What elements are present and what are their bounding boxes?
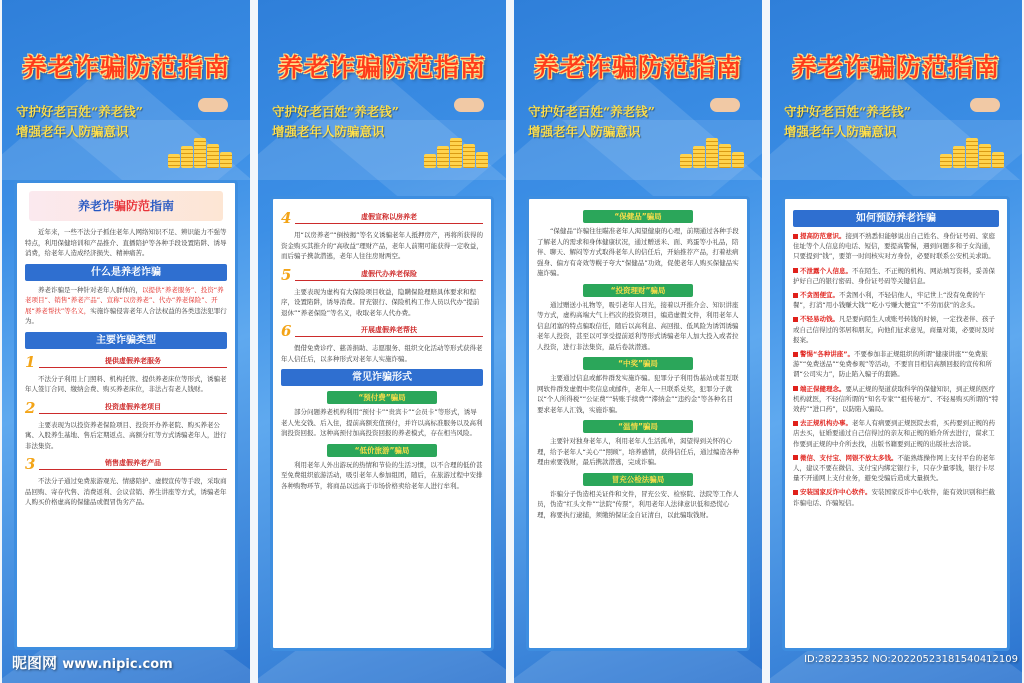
form-heading: “投资理财”骗局 [583, 284, 693, 297]
prevention-tip: 不贪图便宜。不贪图小利，不轻信他人，牢记世上“没有免费的午餐”，打消“用小钱赚大钱”“吃小亏赚大便宜”“不劳而获”的念头。 [793, 291, 986, 310]
poster-title: 养老诈骗防范指南 [791, 53, 1000, 82]
form-paragraph: “保健品”诈骗往往瞄准老年人渴望健康的心理，前期通过各种手段了解老人的需求和身体健康状况，通过赠送米、面、鸡蛋等小礼品，陪伴、聊天、解闷等方式取得老年人的信任后，开始推荐产品，打着祛病强身、偏方有奇效等幌子夸大“保健品”功效，促使老年人购买保健品实施诈骗。 [537, 227, 739, 277]
content-card [14, 180, 238, 650]
intro-paragraph: 近年来，一些不法分子抓住老年人网络知识不足、辨识能力不强等特点，利用保健培训和产品推介、直播陪护等各种手段设置陷阱、诱导消费，给老年人造成经济损失、精神痛苦。 [25, 228, 227, 257]
prevention-tip: 去正规机构办事。老年人有病要到正规医院去看，买药要到正规的药店去买，征婚要通过自己信得过的亲友和正规的婚介所去进行，谋求工作要到正规的中介所去找，出版书籍要到正规的出版社去洽谈。 [793, 419, 995, 448]
slogan-line-1: 守护好老百姓“养老钱” [272, 104, 399, 119]
prevention-tip: 警惕“各种讲座”。不要参加非正规组织的所谓“健康讲座”“免费旅游”“免费送品”“免费参观”等活动，不要盲目相信高额回报的宣传和所谓“公司实力”，防止陷入骗子的套路。 [793, 350, 992, 379]
poster-title: 养老诈骗防范指南 [21, 53, 230, 82]
form-heading: 冒充公检法骗局 [583, 473, 693, 486]
form-paragraph: 利用老年人外出游玩的热情和节俭的生活习惯，以不合理的低价甚至免费组织旅游活动，吸引老年人参加组团，随后，在旅游过程中安排各种购物环节，将商品以远高于市场价格卖给老年人进行牟利。 [281, 460, 483, 490]
definition-paragraph: 养老诈骗是一种针对老年人群体的，以提供“养老服务”、投资“养老项目”、销售“养老产品”、宣称“以房养老”、代办“养老保险”、开展“养老帮扶”等名义，实施诈骗侵害老年人合法权益的各类违法犯罪行为。 [25, 285, 227, 325]
type-heading: 5 虚假代办养老保险 [281, 266, 483, 284]
prevention-tip: 提高防范意识。接到不熟悉但能够说出自己姓名、身份证号码、家庭住址等个人信息的电话、短信，要提高警惕，遇到问题多和子女沟通，只要提到“钱”，要第一时间核实对方身份，必要时联系公安机关求助。 [793, 232, 995, 261]
type-paragraph: 主要表现为虚构有大保险项目收益，隐瞒保险理赔具体要求和程序，设置陷阱，诱导消费。冒充银行、保险机构工作人员以代办“提前退休”“养老保险”等名义，收取老年人代办费。 [281, 287, 480, 317]
content-card [526, 196, 750, 651]
poster-panel-3 [514, 0, 762, 683]
bullet-icon [793, 268, 798, 273]
form-paragraph: 诈骗分子伪造相关证件和文件，冒充公安、检察院、法院等工作人员，伪造“红头文件”“法院”传票”，利用老年人法律意识低和恐慌心理，称要执行逮捕，须缴纳保证金自证清白，以此骗取钱财。 [537, 489, 739, 519]
coin-stack-icon [168, 108, 234, 168]
form-heading: “中奖”骗局 [583, 357, 693, 370]
form-heading: “温情”骗局 [583, 420, 693, 433]
prevention-tip: 不泄露个人信息。不在陌生、不正规的机构、网站填写资料，妥善保护好自己的银行密码、身份证号码等关键信息。 [793, 266, 995, 285]
content-card [782, 196, 1010, 651]
watermark-id: ID:28223352 NO:20220523181540412109 [804, 654, 1018, 665]
form-paragraph: 主要通过信息或邮件群发实施诈骗。犯罪分子利用伪基站或者互联网软件群发虚假中奖信息或邮件，老年人一旦联系兑奖，犯罪分子就以“个人所得税”“公证费”“转账手续费”“滞纳金”“违约金”等各种名目要求老年人汇钱，实施诈骗。 [537, 374, 739, 414]
type-paragraph: 不法分子利用上门照料、机构托管、提供养老床位等形式，诱骗老年人签订合同、缴纳会费、购买养老床位，非法占有老人钱财。 [25, 374, 227, 393]
bullet-icon [793, 234, 798, 239]
section-heading: 如何预防养老诈骗 [793, 210, 999, 227]
prevention-tip: 端正保健理念。要从正规的渠道获取科学的保健知识，到正规的医疗机构就医，不轻信所谓的“知名专家”“祖传秘方”、不轻易购买所谓的“特效药”“进口药”，以防陷入骗局。 [793, 384, 999, 414]
type-heading: 4 虚假宣称以房养老 [281, 209, 483, 227]
type-heading: 1 提供虚假养老服务 [25, 353, 227, 371]
poster-panel-1 [2, 0, 250, 683]
type-paragraph: 主要表现为以投资养老保险项目、投资开办养老院、购买养老公寓、入股养生基地、售后定期返点、高额分红等方式诱骗老年人，进行非法集资。 [25, 420, 227, 450]
poster-panel-4 [770, 0, 1022, 683]
bullet-icon [793, 490, 798, 495]
prevention-tip: 安装国家反诈中心软件。安装国家反诈中心软件，能有效识别和拦截诈骗电话、诈骗短信。 [793, 488, 995, 507]
type-paragraph: 不法分子通过免费旅游观光、情感陪护、虚假宣传等手段，采取商品回购、寄存代售、消费返利、会议营销、养生讲座等方式，诱骗老年人购买价格虚高的保健品或假冒伪劣产品。 [25, 477, 227, 506]
slogan-line-2: 增强老年人防骗意识 [16, 124, 129, 139]
bullet-icon [793, 421, 798, 426]
prevention-tip: 微信、支付宝、网银不放太多钱。不能熟练操作网上支付平台的老年人，建议不要在微信、支付宝内绑定银行卡，只存少量零钱，银行卡尽量不开通网上支付业务，避免受骗后造成大量损失。 [793, 453, 995, 483]
content-card [270, 196, 494, 651]
form-heading: “低价旅游”骗局 [327, 444, 437, 457]
form-paragraph: 部分问题养老机构利用“预付卡”“贵宾卡”“会员卡”等形式，诱导老人先交钱、后入住，提前高额充值预付，并许以高标准服务以及高利润投资回报。这种高预付加高投资回报的养老模式，存在相当风险。 [281, 408, 483, 437]
bullet-icon [793, 386, 798, 391]
section-heading: 什么是养老诈骗 [25, 264, 227, 281]
section-heading: 常见诈骗形式 [281, 369, 483, 386]
type-heading: 6 开展虚假养老帮扶 [281, 322, 483, 340]
slogan-line-1: 守护好老百姓“养老钱” [784, 104, 911, 119]
form-paragraph: 通过赠送小礼物等，吸引老年人目光，接着以开推介会、知识讲座等方式，虚构高端大气上档次的投资项目，编造虚假文件，利用老年人信息闭塞的特点骗取信任，随后以高利息、高回报、低风险为诱饵诱骗老年人投资，甚至以可享受提前返利等形式诱骗老年人加大投入或者拉人投资，进行非法集资，最后卷款潜逃。 [537, 300, 739, 351]
bullet-icon [793, 293, 798, 298]
prevention-tip: 不轻易动钱。凡是要向陌生人或账号转钱的时候，一定找老伴、孩子或自己信得过的邻居和朋友，向他们征求意见，商量对策，必要时及时报案。 [793, 315, 995, 344]
form-paragraph: 主要针对独身老年人，利用老年人生活孤单，渴望得到关怀的心理，给予老年人“关心”“照顾”，培养感情，获得信任后，通过编造各种理由索要钱财，最后携款潜逃，完成诈骗。 [537, 437, 739, 466]
slogan-line-2: 增强老年人防骗意识 [528, 124, 641, 139]
bullet-icon [793, 455, 798, 460]
slogan-line-2: 增强老年人防骗意识 [784, 124, 897, 139]
type-paragraph: 假借免费诊疗、慈善捐助、志愿服务、组织文化活动等形式获得老年人信任后，以多种形式对老年人实施诈骗。 [281, 344, 483, 363]
type-paragraph: 用“以房养老”“倒按揭”等名义诱骗老年人抵押房产，再将所获得的资金购买其推介的“高收益”理财产品，老年人前期可能获得一定收益，而后骗子携款潜逃，老年人往往房财两空。 [281, 231, 483, 260]
form-heading: “预付费”骗局 [327, 391, 437, 404]
slogan-line-2: 增强老年人防骗意识 [272, 124, 385, 139]
form-heading: “保健品”骗局 [583, 210, 693, 223]
prevention-tips-list [793, 231, 999, 508]
section-heading: 主要诈骗类型 [25, 332, 227, 349]
slogan-line-1: 守护好老百姓“养老钱” [16, 104, 143, 119]
poster-panel-2 [258, 0, 506, 683]
poster-title: 养老诈骗防范指南 [533, 53, 742, 82]
guide-banner: 养老诈骗防范指南 [29, 191, 223, 221]
coin-stack-icon [940, 108, 1006, 168]
watermark-site: 昵图网 www.nipic.com [12, 654, 173, 672]
poster-title: 养老诈骗防范指南 [277, 53, 486, 82]
bullet-icon [793, 352, 798, 357]
type-heading: 2 投资虚假养老项目 [25, 399, 227, 417]
type-heading: 3 销售虚假养老产品 [25, 455, 227, 473]
slogan-line-1: 守护好老百姓“养老钱” [528, 104, 655, 119]
coin-stack-icon [424, 108, 490, 168]
coin-stack-icon [680, 108, 746, 168]
bullet-icon [793, 317, 798, 322]
